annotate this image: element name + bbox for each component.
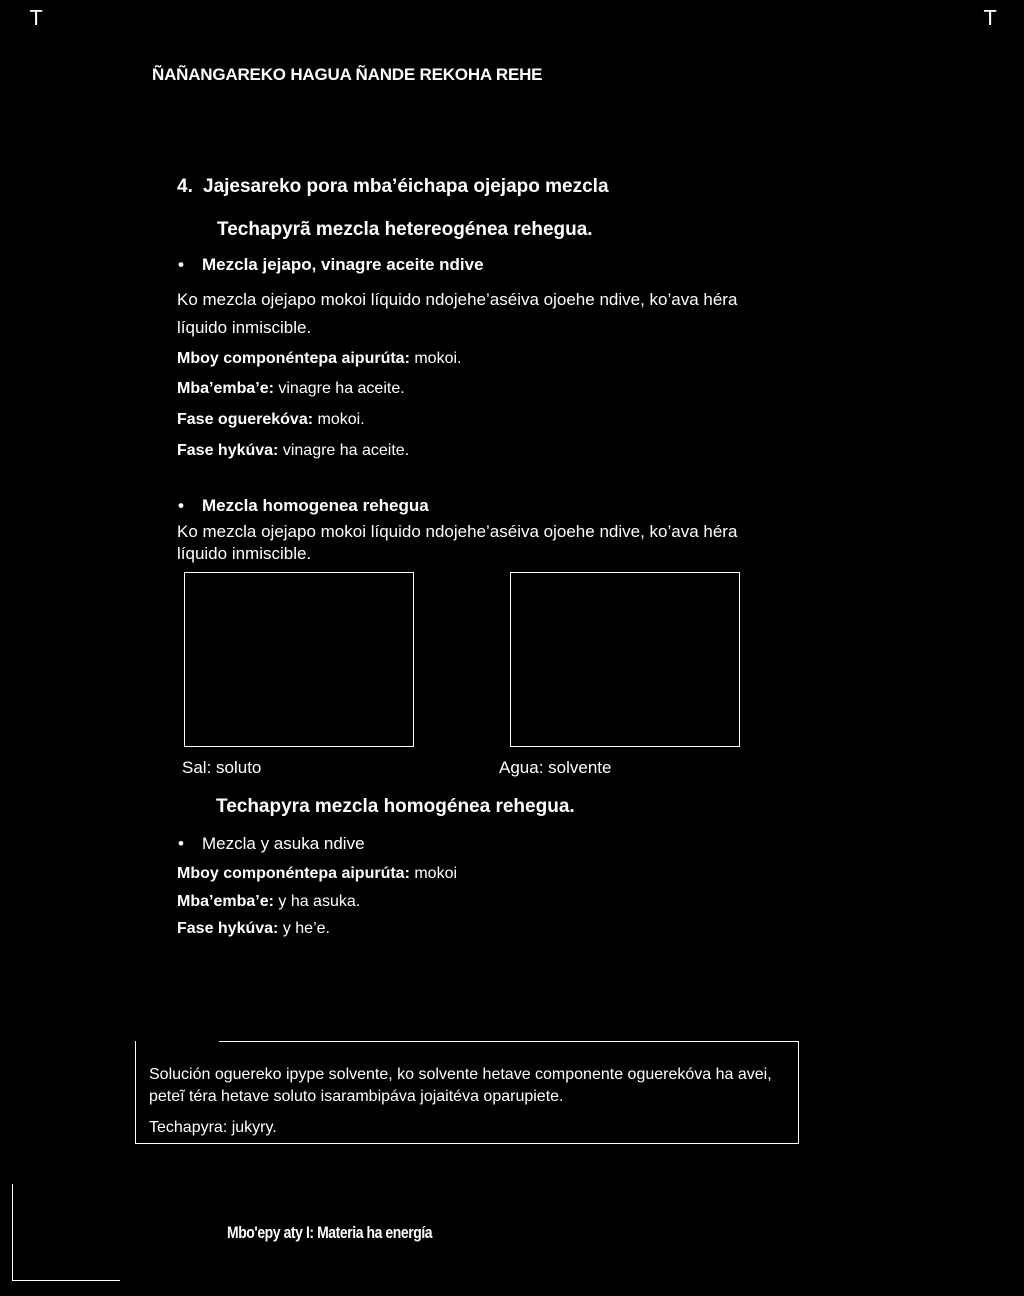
info-text: Solución oguereko ipype solvente, ko solvente hetave componente oguerekóva ha avei, peteĩ téra hetave soluto isarambipáva jojaitéva oparupiete. bbox=[149, 1066, 772, 1105]
hetero-desc-line1: Ko mezcla ojejapo mokoi líquido ndojehe’aséiva ojoehe ndive, ko’ava héra bbox=[177, 290, 738, 309]
page-header: ÑAÑANGAREKO HAGUA ÑANDE REKOHA REHE bbox=[152, 65, 543, 84]
line-value: mokoi. bbox=[409, 350, 462, 367]
info-box-top-rule bbox=[219, 1041, 798, 1042]
section-title bbox=[177, 176, 609, 198]
homo-bullet bbox=[178, 496, 429, 516]
hetero-bullet-text: Mezcla jejapo, vinagre aceite ndive bbox=[202, 255, 484, 274]
line-label: Mboy componéntepa aipurúta: bbox=[177, 865, 410, 882]
homo-bullet2 bbox=[178, 834, 365, 854]
footer-vertical-rule bbox=[12, 1184, 13, 1280]
homo-line-components bbox=[177, 865, 457, 883]
homo-bullet-text: Mezcla homogenea rehegua bbox=[202, 496, 429, 515]
info-example: Techapyra: jukyry. bbox=[149, 1119, 277, 1136]
line-value: y he’e. bbox=[278, 920, 330, 937]
bullet-dot: • bbox=[178, 496, 184, 515]
hetero-line-phases bbox=[177, 411, 365, 429]
homo-line-items bbox=[177, 893, 360, 911]
section-number: 4. bbox=[177, 176, 193, 197]
line-label: Fase hykúva: bbox=[177, 920, 279, 937]
homo-bullet2-text: Mezcla y asuka ndive bbox=[202, 834, 365, 853]
line-label: Fase hykúva: bbox=[177, 442, 279, 459]
footer-horizontal-rule bbox=[12, 1280, 120, 1281]
bullet-dot: • bbox=[178, 255, 184, 274]
image-frame-water bbox=[510, 572, 740, 747]
homo-subtitle: Techapyra mezcla homogénea rehegua. bbox=[216, 796, 575, 817]
caption-water: Agua: solvente bbox=[499, 758, 612, 777]
section-title-text: Jajesareko pora mba’éichapa ojejapo mezcla bbox=[203, 176, 609, 197]
line-label: Mba’emba’e: bbox=[177, 893, 274, 910]
line-label: Fase oguerekóva: bbox=[177, 411, 314, 428]
line-value: mokoi. bbox=[313, 411, 365, 428]
line-value: vinagre ha aceite. bbox=[278, 442, 410, 459]
hetero-bullet bbox=[178, 255, 484, 275]
bullet-dot: • bbox=[178, 834, 184, 853]
line-value: mokoi bbox=[409, 865, 458, 882]
corner-mark-right: T bbox=[984, 6, 997, 30]
hetero-line-components bbox=[177, 350, 461, 368]
hetero-desc-line2: líquido inmiscible. bbox=[177, 318, 312, 337]
homo-desc-line1: Ko mezcla ojejapo mokoi líquido ndojehe’aséiva ojoehe ndive, ko’ava héra bbox=[177, 522, 738, 541]
hetero-line-items bbox=[177, 380, 405, 398]
line-label: Mboy componéntepa aipurúta: bbox=[177, 350, 410, 367]
homo-desc-line2: líquido inmiscible. bbox=[177, 544, 312, 563]
corner-mark-left: T bbox=[30, 6, 43, 30]
homo-line-sediment bbox=[177, 920, 330, 938]
page-footer: Mbo'epy aty I: Materia ha energía bbox=[227, 1223, 433, 1242]
hetero-line-sediment bbox=[177, 442, 409, 460]
line-value: vinagre ha aceite. bbox=[273, 380, 405, 397]
section-subtitle: Techapyrã mezcla hetereogénea rehegua. bbox=[217, 219, 593, 240]
image-frame-salt bbox=[184, 572, 414, 747]
line-label: Mba’emba’e: bbox=[177, 380, 274, 397]
line-value: y ha asuka. bbox=[273, 893, 361, 910]
caption-salt: Sal: soluto bbox=[182, 758, 262, 777]
